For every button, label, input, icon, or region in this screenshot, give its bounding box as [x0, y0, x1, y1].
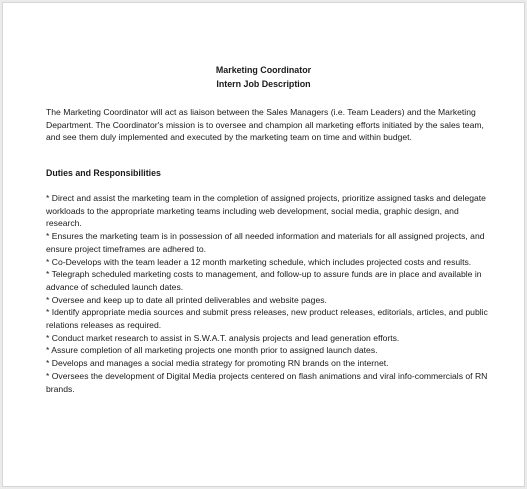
duty-item: * Ensures the marketing team is in possession of all needed information and materials for all assigned projects, and ensure project timeframes are adhered to. [46, 231, 485, 254]
duty-item: * Identify appropriate media sources and submit press releases, new product releases, editorials, articles, and public relations releases as required. [46, 307, 488, 331]
document-page [2, 2, 525, 487]
duty-item: * Develops and manages a social media strategy for promoting RN brands on the internet. [46, 358, 389, 369]
duties-list [46, 192, 490, 395]
duty-item: * Assure completion of all marketing projects one month prior to assigned launch dates. [46, 345, 378, 356]
duty-item: * Direct and assist the marketing team in the completion of assigned projects, prioritize assigned tasks and delegate workloads to the appropriate marketing teams including web development, social media, graphic design, and research. [46, 193, 486, 229]
section-heading: Duties and Responsibilities [46, 168, 161, 178]
duty-item: * Oversee and keep up to date all printed deliverables and website pages. [46, 294, 327, 305]
duty-item: * Co-Develops with the team leader a 12 month marketing schedule, which includes projected costs and results. [46, 256, 472, 267]
duty-item: * Conduct market research to assist in S.W.A.T. analysis projects and lead generation efforts. [46, 332, 400, 343]
intro-paragraph: The Marketing Coordinator will act as liaison between the Sales Managers (i.e. Team Leaders) and the Marketing Department. The Coordinator's mission is to oversee and champion all marketing efforts initiated by the sales team, and see them duly implemented and executed by the marketing team on time and within budget. [46, 107, 484, 143]
duty-item: * Oversees the development of Digital Media projects centered on flash animations and viral info-commercials of RN brands. [46, 370, 488, 394]
document-title: Marketing Coordinator [215, 65, 312, 75]
duty-item: * Telegraph scheduled marketing costs to management, and follow-up to assure funds are in place and available in advance of scheduled launch dates. [46, 269, 482, 292]
document-subtitle: Intern Job Description [216, 79, 311, 89]
